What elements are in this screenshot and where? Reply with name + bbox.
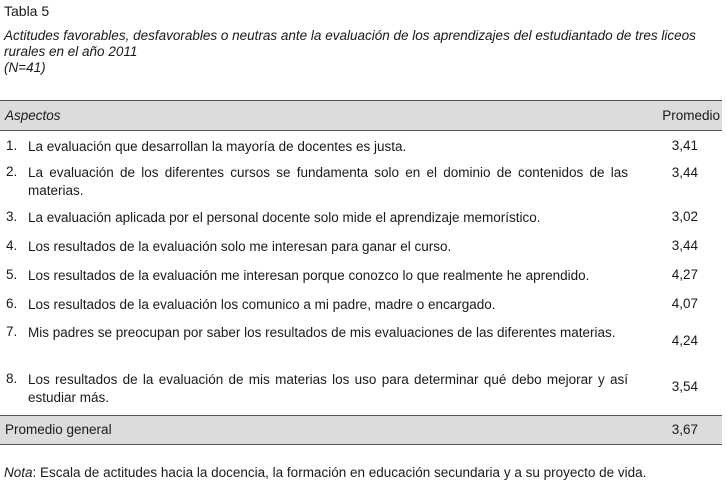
- table-number: Tabla 5: [4, 3, 50, 19]
- row-value: 4,27: [671, 267, 698, 282]
- row-number: 6.: [6, 296, 18, 311]
- note-label: Nota: [4, 465, 33, 480]
- row-number: 1.: [6, 138, 18, 153]
- row-text: Los resultados de la evaluación de mis materias los uso para determinar qué debo mejorar y así estudiar más.: [28, 372, 628, 405]
- row-number: 7.: [6, 324, 18, 339]
- table-row: [0, 233, 722, 262]
- row-number: 4.: [6, 238, 18, 253]
- overall-mean-value: 3,67: [671, 422, 698, 437]
- row-value: 3,54: [671, 379, 698, 394]
- header-aspects: Aspectos: [5, 108, 61, 123]
- caption-line-2: rurales en el año 2011: [4, 44, 138, 59]
- note-text: : Escala de actitudes hacia la docencia, la formación en educación secundaria y a su proyecto de vida.: [32, 465, 647, 480]
- caption-line-3: (N=41): [4, 60, 46, 75]
- table-row: [0, 262, 722, 291]
- header-mean: Promedio: [662, 108, 720, 123]
- table-row: [0, 131, 722, 159]
- row-text: La evaluación de los diferentes cursos se fundamenta solo en el dominio de contenidos de las materias.: [28, 165, 628, 198]
- table-row: [0, 159, 722, 203]
- overall-mean-label: Promedio general: [5, 422, 112, 437]
- table-row: [0, 366, 722, 415]
- row-text: Mis padres se preocupan por saber los resultados de mis evaluaciones de las diferentes materias.: [28, 325, 616, 340]
- row-value: 3,44: [671, 238, 698, 253]
- row-text: La evaluación que desarrollan la mayoría de docentes es justa.: [28, 139, 407, 154]
- table-footer: [0, 415, 722, 444]
- row-value: 3,02: [671, 209, 698, 224]
- row-number: 2.: [6, 164, 18, 179]
- table-note: [4, 465, 646, 480]
- table-row: [0, 203, 722, 233]
- row-text: Los resultados de la evaluación solo me interesan para ganar el curso.: [28, 239, 452, 254]
- table-caption: [4, 28, 720, 76]
- row-number: 5.: [6, 267, 18, 282]
- row-text: Los resultados de la evaluación me interesan porque conozco lo que realmente he aprendido.: [28, 268, 590, 283]
- table-row: [0, 291, 722, 320]
- table-header: [0, 101, 722, 131]
- row-text: La evaluación aplicada por el personal docente solo mide el aprendizaje memorístico.: [28, 210, 541, 225]
- caption-line-1: Actitudes favorables, desfavorables o neutras ante la evaluación de los aprendizajes del estudiantado de tres liceos: [4, 28, 696, 43]
- row-number: 8.: [6, 371, 18, 386]
- row-text: Los resultados de la evaluación los comunico a mi padre, madre o encargado.: [28, 297, 496, 312]
- row-value: 4,07: [671, 296, 698, 311]
- row-value: 3,44: [671, 165, 698, 180]
- row-number: 3.: [6, 209, 18, 224]
- table-row: [0, 320, 722, 366]
- attitudes-table: [0, 100, 722, 445]
- row-value: 4,24: [671, 333, 698, 348]
- row-value: 3,41: [671, 138, 698, 153]
